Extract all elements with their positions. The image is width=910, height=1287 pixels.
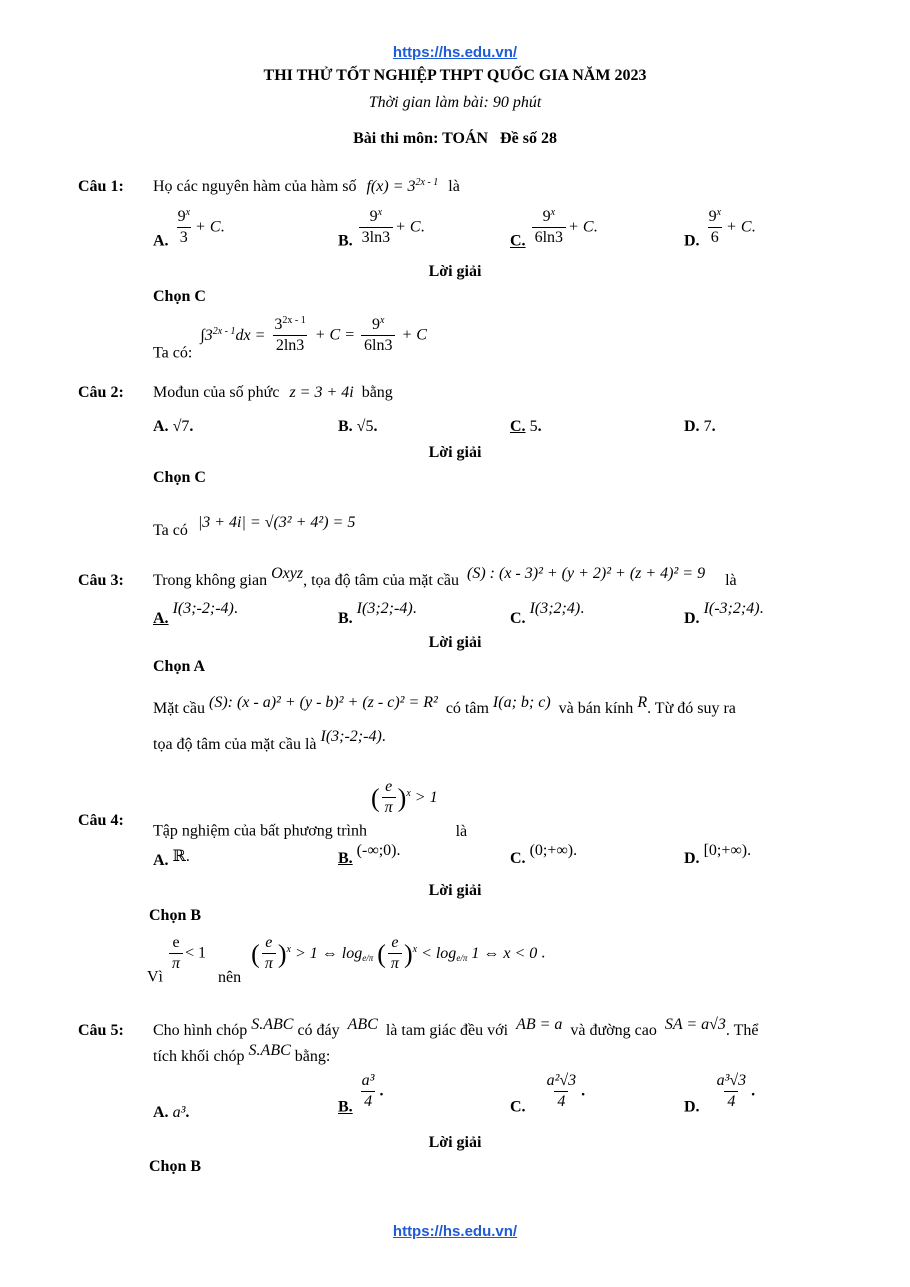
answer-choice: Chọn C — [153, 469, 206, 486]
option-b[interactable]: B. $\frac{9^x}{3\ln 3}$ + C. — [338, 207, 425, 250]
solution-heading: Lời giải — [428, 1134, 482, 1151]
function-expression: $f(x) = 3^{2x - 1}$ — [366, 177, 439, 195]
option-a[interactable]: A. $\frac{9^x}{3}$ + C. — [153, 207, 225, 250]
exam-subject: Bài thi môn: TOÁN Đề số 28 — [353, 130, 557, 147]
question-tail: bằng — [361, 384, 393, 401]
answer-choice: Chọn B — [149, 1158, 202, 1175]
option-a[interactable]: A. a³. — [153, 1104, 190, 1121]
option-c[interactable]: C. (0;+∞). — [510, 842, 578, 867]
footer-url-link[interactable]: https://hs.edu.vn/ — [392, 1223, 518, 1240]
question-label: Câu 2: — [78, 384, 124, 401]
solution-heading: Lời giải — [428, 634, 482, 651]
answer-choice: Chọn C — [153, 288, 206, 305]
question-text: Tập nghiệm của bất phương trình — [153, 822, 367, 840]
inequality-expression: ( $\frac{e}{\pi}$ )$^x$ > 1 — [370, 778, 438, 817]
solution-line-2: tọa độ tâm của mặt cầu là I(3;-2;-4). — [153, 728, 386, 753]
solution-line: Ta có: $\int 3^{2x - 1}dx$ = $\frac{3^{2x - 1}}{2\ln 3}$ + C = $\frac{9^x}{6\ln 3}$ + C — [153, 315, 427, 362]
question-text: Họ các nguyên hàm của hàm số — [153, 178, 357, 195]
question-text-2: , tọa độ tâm của mặt cầu — [303, 572, 460, 589]
option-c[interactable]: C. $\frac{\text{a²√3}}{4}$ . — [510, 1072, 586, 1116]
solution-line: Vì $\frac{e}{\pi}$ < 1 nên ( $\frac{e}{\pi}$ )$^x$ > 1 ⇔ $\log_{e/\pi}$ ( $\frac{e}{\pi}$ )$^x < \log_{e/\pi} 1$ ⇔ x < 0 . — [147, 934, 546, 986]
option-a[interactable]: A. I(3;-2;-4). — [153, 600, 238, 627]
exam-time: Thời gian làm bài: 90 phút — [368, 94, 542, 111]
option-b[interactable]: B. √5. — [338, 418, 378, 435]
option-d[interactable]: D. [0;+∞). — [684, 842, 752, 867]
exam-title: THI THỬ TỐT NGHIỆP THPT QUỐC GIA NĂM 2023 — [263, 67, 647, 84]
option-d[interactable]: D. I(-3;2;4). — [684, 600, 764, 627]
solution-heading: Lời giải — [428, 882, 482, 899]
option-d[interactable]: D. $\frac{9^x}{6}$ + C. — [684, 207, 756, 250]
option-c[interactable]: C. $\frac{9^x}{6\ln 3}$ + C. — [510, 207, 598, 250]
question-text: Trong không gian — [153, 572, 268, 589]
question-tail: là — [455, 822, 468, 840]
question-text: Cho hình chóp S.ABC có đáy ABC là tam giác đều với AB = a và đường cao SA = a√3. Thể — [153, 1016, 759, 1039]
option-b[interactable]: B. I(3;2;-4). — [338, 600, 417, 627]
solution-line: Ta có |3 + 4i| = √(3² + 4²) = 5 — [153, 514, 356, 539]
option-c[interactable]: C. I(3;2;4). — [510, 600, 585, 627]
option-d[interactable]: D. $\frac{\text{a³√3}}{4}$ . — [684, 1072, 756, 1116]
sphere-equation: (S) : (x - 3)² + (y + 2)² + (z + 4)² = 9 — [467, 565, 706, 582]
option-c[interactable]: C. 5. — [510, 418, 542, 435]
answer-choice: Chọn B — [149, 907, 202, 924]
header-url-link[interactable]: https://hs.edu.vn/ — [392, 44, 518, 61]
option-b[interactable]: B. (-∞;0). — [338, 842, 401, 867]
question-label: Câu 4: — [78, 812, 124, 829]
option-b[interactable]: B. $\frac{\text{a³}}{4}$ . — [338, 1072, 384, 1116]
question-tail: là — [725, 572, 737, 589]
solution-heading: Lời giải — [428, 263, 482, 280]
question-tail: là — [448, 178, 460, 195]
coordinate-system: Oxyz — [271, 565, 304, 582]
solution-heading: Lời giải — [428, 444, 482, 461]
complex-number: z = 3 + 4i — [289, 384, 354, 401]
question-label: Câu 1: — [78, 178, 124, 195]
answer-choice: Chọn A — [153, 658, 206, 675]
question-text-2: tích khối chóp S.ABC bằng: — [153, 1042, 331, 1065]
question-label: Câu 3: — [78, 572, 124, 589]
option-a[interactable]: A. ℝ. — [153, 848, 190, 869]
question-label: Câu 5: — [78, 1022, 124, 1039]
solution-line: Mặt cầu (S): (x - a)² + (y - b)² + (z - c)² = R² có tâm I(a; b; c) và bán kính R. Từ đó suy ra — [153, 694, 736, 717]
option-d[interactable]: D. 7. — [684, 418, 716, 435]
question-text: Mođun của số phức — [153, 384, 280, 401]
option-a[interactable]: A. √7. — [153, 418, 194, 435]
